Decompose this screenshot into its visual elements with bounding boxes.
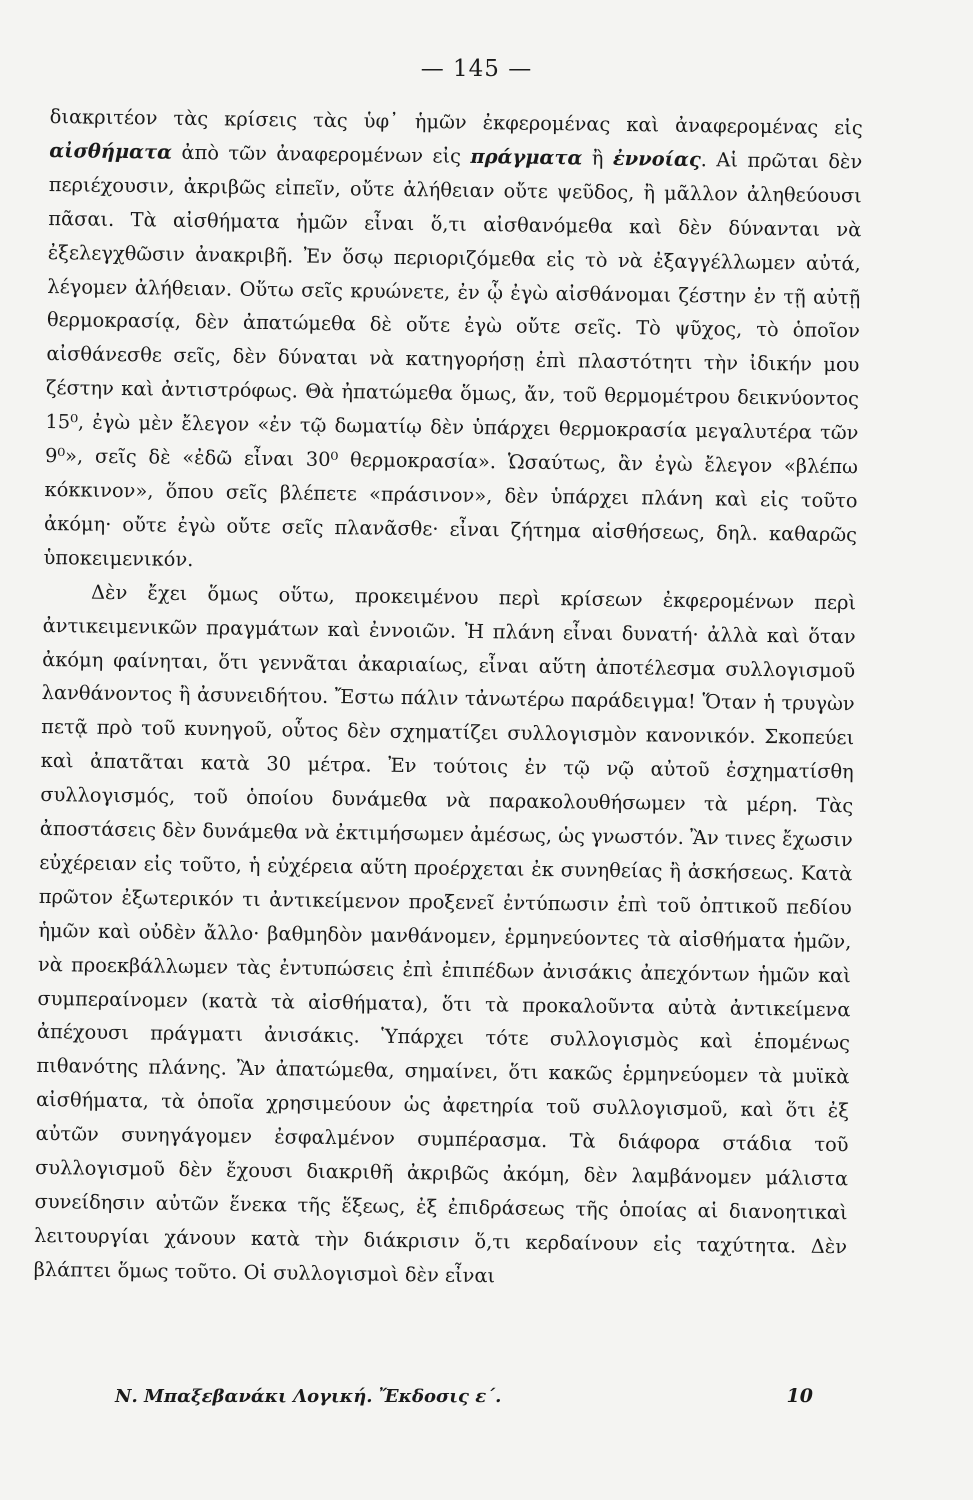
body-text [33,100,862,1298]
page-footer [115,1385,813,1407]
text-run: διακριτέον τὰς κρίσεις τὰς ὑφ᾽ ἡμῶν ἐκφερομένας καὶ ἀναφερομένας εἰς [49,104,863,140]
emphasized-term: αἰσθήματα [49,138,173,164]
printer-signature: Ν. Μπαξεβανάκι Λογική. Ἔκδοσις ε΄. [115,1386,502,1407]
text-run: ἢ [582,146,614,170]
page-number: — 145 — [420,56,533,82]
paragraph [43,100,863,586]
text-run: ἀπὸ τῶν ἀναφερομένων εἰς [171,140,471,168]
text-run: . Αἱ πρῶται δὲν περιέχουσιν, ἀκριβῶς εἰπεῖν, οὔτε ἀλήθειαν οὔτε ψεῦδος, ἢ μᾶλλον ἀληθεύουσι πᾶσαι. Τὰ αἰσθήματα ἡμῶν εἶναι ὅ,τι αἰσθανόμεθα καὶ δὲν δύνανται νὰ ἐξελεγχθῶσιν ἀνακριβῆ. Ἐν ὅσῳ περιοριζόμεθα εἰς τὸ νὰ ἐξαγγέλλωμεν αὐτά, λέγομεν ἀλήθειαν. Οὕτω σεῖς κρυώνετε, ἐν ᾧ ἐγὼ αἰσθάνομαι ζέστην ἐν τῇ αὐτῇ θερμοκρασίᾳ, δὲν ἀπατώμεθα δὲ οὔτε ἐγὼ οὔτε σεῖς. Τὸ ψῦχος, τὸ ὁποῖον αἰσθάνεσθε σεῖς, δὲν δύναται νὰ κατηγορήσῃ ἐπὶ πλαστότητι τὴν ἰδικήν μου ζέστην καὶ ἀντιστρόφως. Θὰ ἠπατώμεθα ὅμως, ἄν, τοῦ θερμομέτρου δεικνύοντος 15⁰, ἐγὼ μὲν ἔλεγον «ἐν τῷ δωματίῳ δὲν ὑπάρχει θερμοκρασία μεγαλυτέρα τῶν 9⁰», σεῖς δὲ «ἐδῶ εἶναι 30⁰ θερμοκρασία». Ὡσαύτως, ἂν ἐγὼ ἔλεγον «βλέπω κόκκινον», ὅπου σεῖς βλέπετε «πράσινον», δὲν ὑπάρχει πλάνη καὶ εἰς τοῦτο ἀκόμη· οὔτε ἐγὼ οὔτε σεῖς πλανᾶσθε· εἶναι ζήτημα αἰσθήσεως, δηλ. καθαρῶς ὑποκειμενικόν. [43,147,863,571]
sheet-number: 10 [786,1385,813,1407]
emphasized-term: πράγματα [470,144,583,170]
emphasized-term: ἐννοίας [612,146,701,171]
text-run: Δὲν ἔχει ὅμως οὕτω, προκειμένου περὶ κρίσεων ἐκφερομένων περὶ ἀντικειμενικῶν πραγμάτων καὶ ἐννοιῶν. Ἡ πλάνη εἶναι δυνατή· ἀλλὰ καὶ ὅταν ἀκόμη φαίνηται, ὅτι γεννᾶται ἀκαριαίως, εἶναι αὕτη ἀποτέλεσμα συλλογισμοῦ λανθάνοντος ἢ ἀσυνειδήτου. Ἔστω πάλιν τἀνωτέρω παράδειγμα! Ὅταν ἡ τρυγὼν πετᾷ πρὸ τοῦ κυνηγοῦ, οὗτος δὲν σχηματίζει συλλογισμὸν κανονικόν. Σκοπεύει καὶ ἀπατᾶται κατὰ 30 μέτρα. Ἐν τούτοις ἐν τῷ νῷ αὐτοῦ ἐσχηματίσθη συλλογισμός, τοῦ ὁποίου δυνάμεθα νὰ παρακολουθήσωμεν τὰ μέρη. Τὰς ἀποστάσεις δὲν δυνάμεθα νὰ ἐκτιμήσωμεν ἀμέσως, ὡς γνωστόν. Ἂν τινες ἔχωσιν εὐχέρειαν εἰς τοῦτο, ἡ εὐχέρεια αὕτη προέρχεται ἐκ συνηθείας ἢ ἀσκήσεως. Κατὰ πρῶτον ἐξωτερικόν τι ἀντικείμενον προξενεῖ ἐντύπωσιν ἐπὶ τοῦ ὀπτικοῦ πεδίου ἡμῶν καὶ οὐδὲν ἄλλο· βαθμηδὸν μανθάνομεν, ἑρμηνεύοντες τὰ αἰσθήματα ἡμῶν, νὰ προεκβάλλωμεν τὰς ἐντυπώσεις ἐπὶ ἐπιπέδων ἀνισάκις ἀπεχόντων ἡμῶν καὶ συμπεραίνομεν (κατὰ τὰ αἰσθήματα), ὅτι τὰ προκαλοῦντα αὐτὰ ἀντικείμενα ἀπέχουσι πράγματι ἀνισάκις. Ὑπάρχει τότε συλλογισμὸς καὶ ἑπομένως πιθανότης πλάνης. Ἂν ἀπατώμεθα, σημαίνει, ὅτι κακῶς ἑρμηνεύομεν τὰ μυϊκὰ αἰσθήματα, τὰ ὁποῖα χρησιμεύουν ὡς ἀφετηρία τοῦ συλλογισμοῦ, καὶ ὅτι ἐξ αὐτῶν συνηγάγομεν ἐσφαλμένον συμπέρασμα. Τὰ διάφορα στάδια τοῦ συλλογισμοῦ δὲν ἔχουσι διακριθῆ ἀκριβῶς ἀκόμη, δὲν λαμβάνομεν μάλιστα συνείδησιν αὐτῶν ἕνεκα τῆς ἕξεως, ἐξ ἐπιδράσεως τῆς ὁποίας αἱ διανοητικαὶ λειτουργίαι χάνουν κατὰ τὴν διάκρισιν ὅ,τι κερδαίνουν εἰς ταχύτητα. Δὲν βλάπτει ὅμως τοῦτο. Οἱ συλλογισμοὶ δὲν εἶναι [33,580,857,1288]
paragraph [33,575,856,1298]
